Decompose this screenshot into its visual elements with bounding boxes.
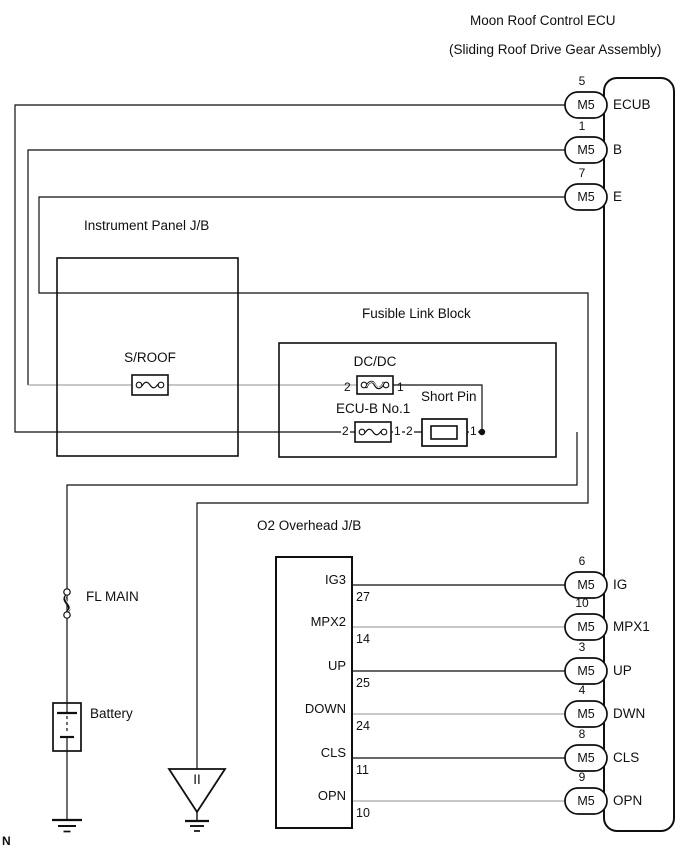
wire-e-ground: [39, 197, 588, 769]
dcdc-pin-2: 2: [344, 380, 351, 394]
ecu-title-line2: (Sliding Roof Drive Gear Assembly): [449, 42, 662, 57]
fuse-sroof-label: S/ROOF: [124, 350, 176, 365]
short-pin-pin-1: 1: [470, 424, 477, 438]
connector-pin-number: 1: [578, 119, 586, 133]
battery-symbol: [53, 703, 81, 751]
fl-main-label: FL MAIN: [86, 589, 139, 604]
ecu-b-pin-1: 1: [394, 424, 401, 438]
connector-code: M5: [577, 143, 595, 157]
o2-pin-number-up: 25: [356, 676, 370, 690]
connector-pin-number: 5: [578, 74, 586, 88]
ecu-terminal-opn: OPN: [613, 793, 643, 808]
ecu-terminal-ecub: ECUB: [613, 97, 651, 112]
o2-overhead-jb-label: O2 Overhead J/B: [257, 518, 362, 533]
connector-pin-number: 7: [578, 166, 586, 180]
connector-code: M5: [577, 578, 595, 592]
connector-code: M5: [577, 98, 595, 112]
ecu-terminal-mpx1: MPX1: [613, 619, 650, 634]
fusible-link-dcdc-symbol: [357, 376, 393, 394]
instrument-panel-jb-label: Instrument Panel J/B: [84, 218, 210, 233]
o2-pin-name-cls: CLS: [320, 745, 346, 760]
short-pin-label: Short Pin: [421, 389, 477, 404]
fuse-sroof-symbol: [132, 375, 168, 395]
o2-pin-name-mpx2: MPX2: [310, 614, 346, 629]
ecu-title-line1: Moon Roof Control ECU: [470, 13, 616, 28]
ecu-terminal-e: E: [613, 189, 623, 204]
o2-pin-name-down: DOWN: [304, 701, 346, 716]
short-pin-pin-2: 2: [406, 424, 413, 438]
o2-pin-number-cls: 11: [356, 763, 369, 777]
ecu-b-pin-2: 2: [342, 424, 349, 438]
ecu-terminal-b: B: [613, 142, 623, 157]
o2-pin-number-mpx2: 14: [356, 632, 370, 646]
o2-pin-number-opn: 10: [356, 806, 370, 820]
ecu-terminal-cls: CLS: [613, 750, 640, 765]
o2-pin-number-ig3: 27: [356, 590, 370, 604]
connector-code: M5: [577, 707, 595, 721]
fusible-link-block-label: Fusible Link Block: [362, 306, 471, 321]
connector-code: M5: [577, 620, 595, 634]
ecu-terminal-dwn: DWN: [613, 706, 646, 721]
fuse-ecu-b-symbol: [355, 422, 391, 442]
wire-ecub: [15, 105, 565, 432]
o2-pin-name-opn: OPN: [317, 788, 346, 803]
connector-code: M5: [577, 794, 595, 808]
connector-code: M5: [577, 751, 595, 765]
connector-pin-number: 10: [575, 596, 589, 610]
fl-main-symbol: [64, 589, 70, 618]
ground-triangle-label: II: [193, 772, 201, 787]
fusible-link-block-box: [279, 343, 556, 457]
fuse-ecu-b-label: ECU-B No.1: [336, 401, 411, 416]
connector-code: M5: [577, 190, 595, 204]
short-pin-symbol: [422, 419, 467, 446]
o2-pin-name-ig3: IG3: [325, 572, 346, 587]
o2-pin-name-up: UP: [327, 658, 346, 673]
junction-dot: [479, 429, 485, 435]
fusible-link-dcdc-label: DC/DC: [353, 354, 397, 369]
connector-pin-number: 3: [578, 640, 586, 654]
ecu-terminal-up: UP: [613, 663, 632, 678]
connector-pin-number: 4: [578, 683, 586, 697]
battery-ground-icon: [52, 820, 82, 832]
connector-pin-number: 8: [578, 727, 586, 741]
wire-b: [28, 150, 565, 385]
connector-pin-number: 9: [578, 770, 586, 784]
page-marker: N: [2, 834, 11, 848]
connector-code: M5: [577, 664, 595, 678]
connector-pin-number: 6: [578, 554, 586, 568]
dcdc-pin-1: 1: [397, 380, 404, 394]
ecu-terminal-ig: IG: [613, 577, 628, 592]
battery-label: Battery: [90, 706, 133, 721]
o2-pin-number-down: 24: [356, 719, 370, 733]
